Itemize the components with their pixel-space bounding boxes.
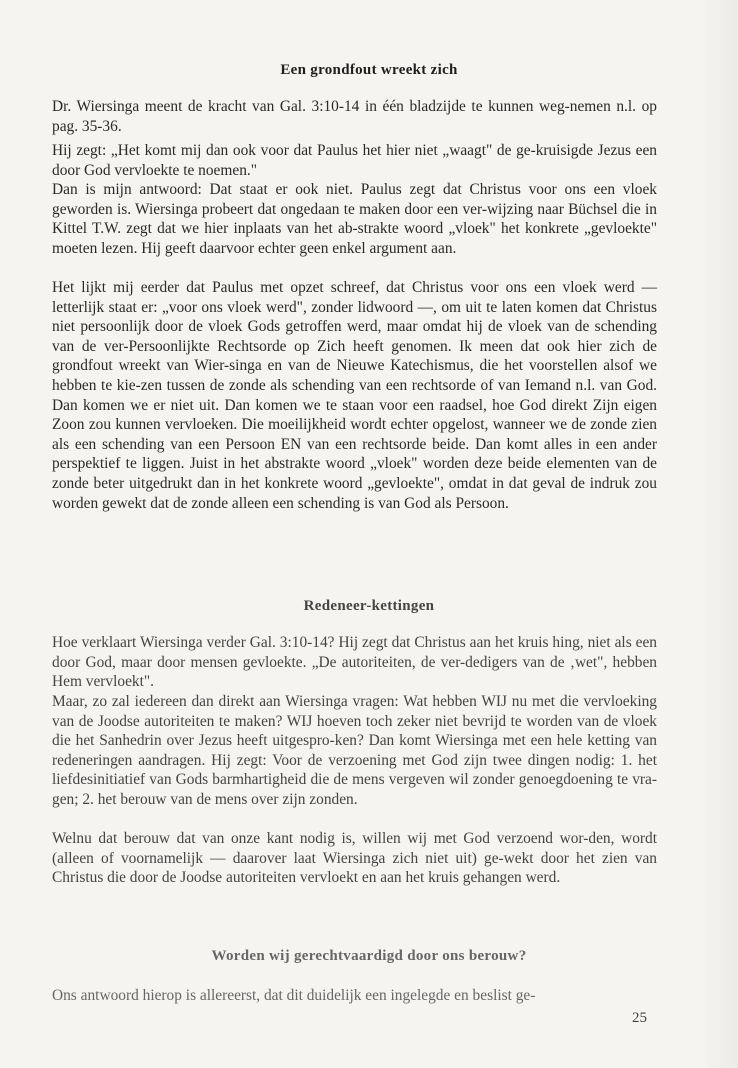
- page-edge: [706, 0, 738, 1068]
- paragraph: Hoe verklaart Wiersinga verder Gal. 3:10-14? Hij zegt dat Christus aan het kruis hing, niet als een door God, maar door mensen gevloekte. „De autoriteiten, de ver-dedigers van de ‚wet", hebben Hem vervloekt".: [52, 634, 657, 691]
- paragraph: Welnu dat berouw dat van onze kant nodig is, willen wij met God verzoend wor-den, wordt (alleen of voornamelijk — daarover laat Wiersinga zich niet uit) ge-wekt door het zien van Christus die door de Joodse autoriteiten vervloekt en aan het kruis gehangen werd.: [52, 830, 657, 887]
- section-heading-redeneer: Redeneer-kettingen: [303, 598, 435, 614]
- paragraph: Dan is mijn antwoord: Dat staat er ook niet. Paulus zegt dat Christus voor ons een vloek geworden is. Wiersinga probeert dat ongedaan te maken door een ver-wijzing naar Büchsel die in Kittel T.W. zegt dat we hier inplaats van het ab-strakte woord „vloek" het konkrete „gevloekte" moeten lezen. Hij geeft daarvoor echter geen enkel argument aan.: [52, 181, 657, 257]
- section-heading-gerechtvaardigd: Worden wij gerechtvaardigd door ons berouw?: [211, 948, 527, 964]
- section-heading-grondfout: Een grondfout wreekt zich: [280, 62, 458, 78]
- paragraph: Maar, zo zal iedereen dan direkt aan Wiersinga vragen: Wat hebben WIJ nu met die vervloeking van de Joodse autoriteiten te maken? WIJ hoeven toch zeker niet bevrijd te worden van de vloek die het Sanhedrin over Jezus heeft uitgespro-ken? Dan komt Wiersinga met een hele ketting van redeneringen aandragen. Hij zegt: Voor de verzoening met God zijn twee dingen nodig: 1. het liefdesinitiatief van Gods barmhartigheid die de mens vergeven wil zonder genoegdoening te vra-gen; 2. het berouw van de mens over zijn zonden.: [52, 693, 657, 808]
- paragraph: Hij zegt: „Het komt mij dan ook voor dat Paulus het hier niet „waagt" de ge-kruisigde Jezus een door God vervloekte te noemen.": [52, 142, 657, 179]
- paragraph: Het lijkt mij eerder dat Paulus met opzet schreef, dat Christus voor ons een vloek werd — letterlijk staat er: „voor ons vloek werd", zonder lidwoord —, om uit te laten komen dat Christus niet persoonlijk door de vloek Gods getroffen werd, maar omdat hij de vloek van de schending van de ver-Persoonlijkte Rechtsorde op Zich heeft genomen. Ik meen dat ook hier zich de grondfout wreekt van Wier-singa en van de Nieuwe Katechismus, die het voorstellen alsof we hebben te kie-zen tussen de zonde als schending van een rechtsorde of van Iemand n.l. van God. Dan komen we er niet uit. Dan komen we te staan voor een raadsel, hoe God direkt Zijn eigen Zoon zou kunnen vervloeken. Die moeilijkheid wordt echter opgelost, wanneer we de zonde zien als een schending van een Persoon EN van een rechtsorde beide. Dan komt alles in een ander perspektief te liggen. Juist in het abstrakte woord „vloek" worden deze beide elementen van de zonde beter uitgedrukt dan in het konkrete woord „gevloekte", omdat in dat geval de indruk zou worden gewekt dat de zonde alleen een schending is van God als Persoon.: [52, 279, 657, 512]
- paragraph: Ons antwoord hierop is allereerst, dat dit duidelijk een ingelegde en beslist ge-: [52, 987, 536, 1004]
- paragraph: Dr. Wiersinga meent de kracht van Gal. 3:10-14 in één bladzijde te kunnen weg-nemen n.l. op pag. 35-36.: [52, 98, 657, 135]
- page-number: 25: [632, 1010, 647, 1026]
